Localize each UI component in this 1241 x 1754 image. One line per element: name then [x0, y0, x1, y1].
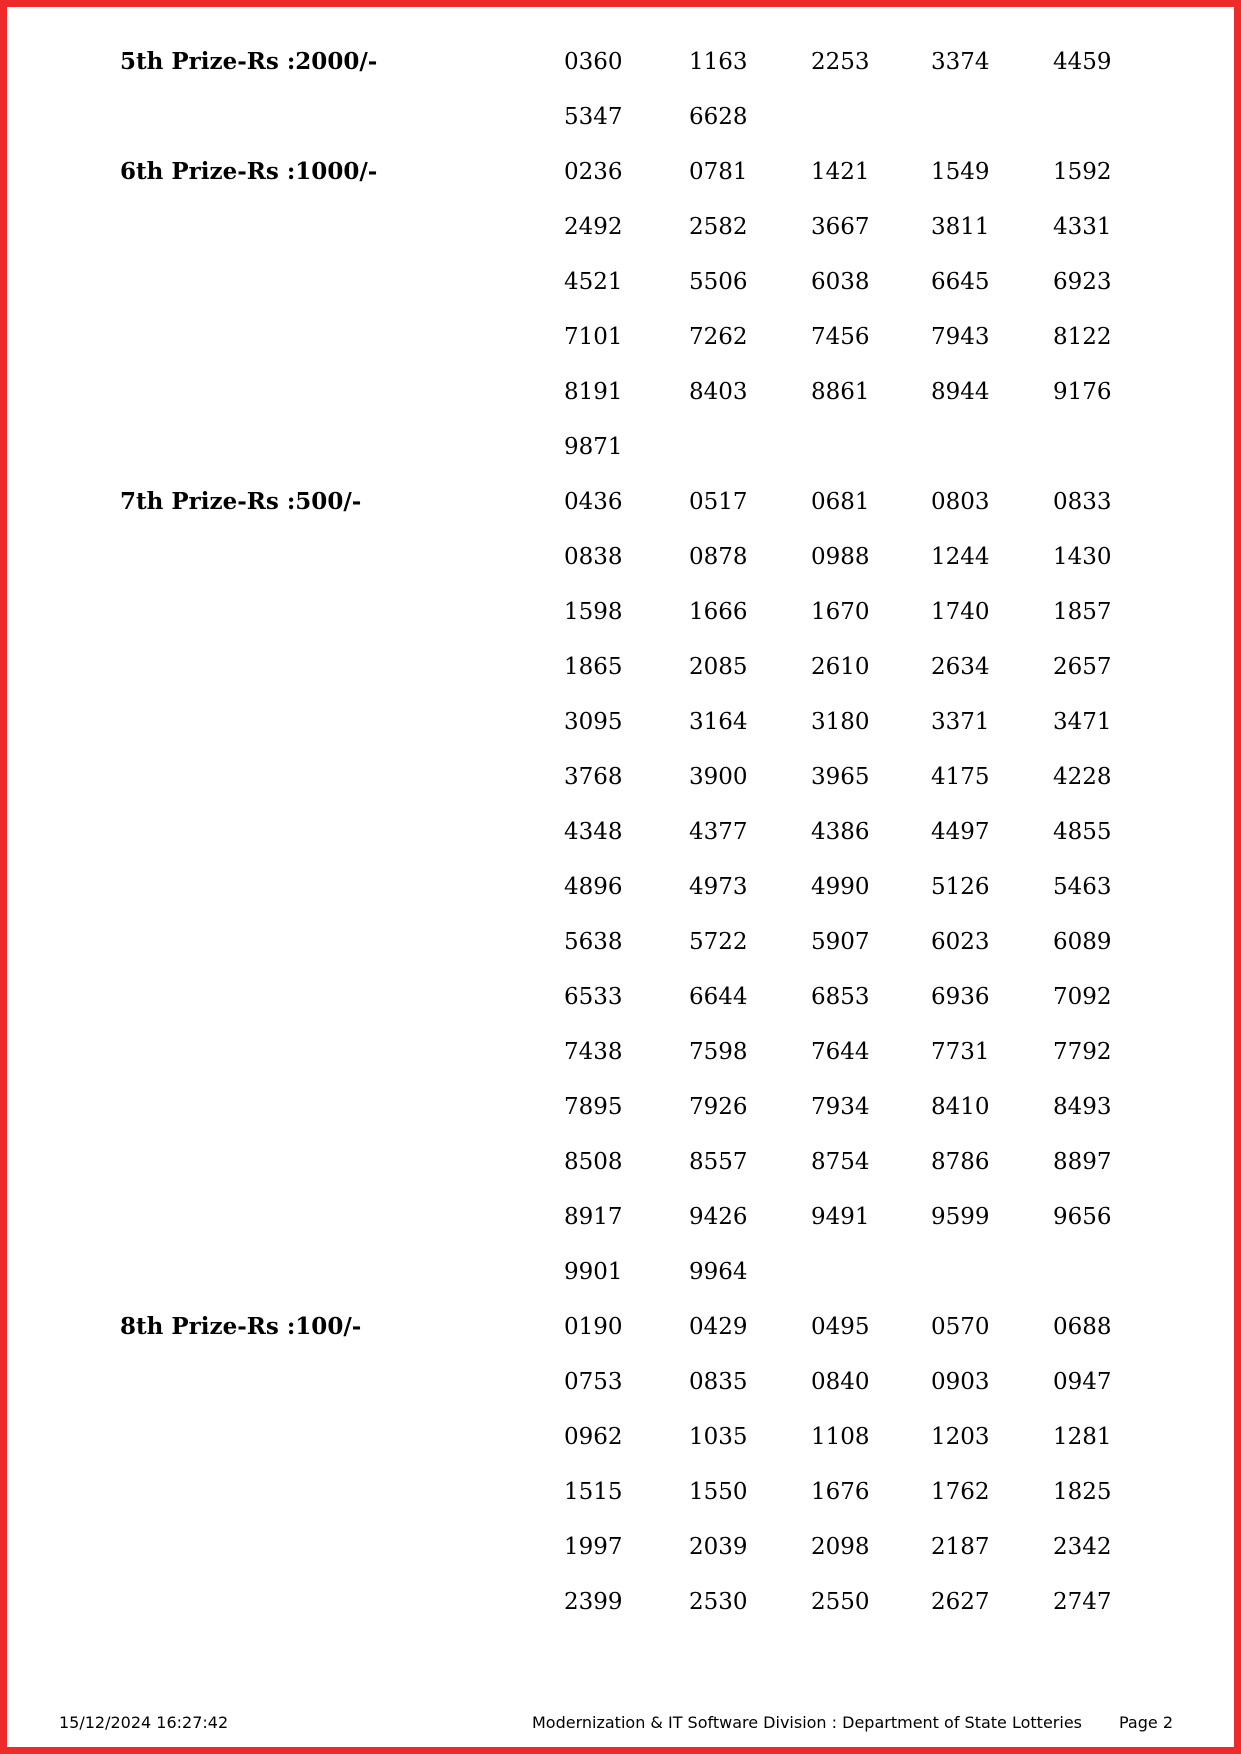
ticket-number: 2187 [931, 1534, 990, 1560]
ticket-number: 5907 [811, 929, 870, 955]
ticket-number: 0236 [564, 159, 623, 185]
ticket-number: 1598 [564, 599, 623, 625]
ticket-number: 9599 [931, 1204, 990, 1230]
ticket-number: 8493 [1053, 1094, 1112, 1120]
ticket-number: 0190 [564, 1314, 623, 1340]
prize-label: 6th Prize-Rs :1000/- [120, 158, 378, 185]
ticket-number: 2098 [811, 1534, 870, 1560]
ticket-number: 1281 [1053, 1424, 1112, 1450]
ticket-number: 3965 [811, 764, 870, 790]
ticket-number: 2342 [1053, 1534, 1112, 1560]
ticket-number: 0947 [1053, 1369, 1112, 1395]
ticket-number: 0681 [811, 489, 870, 515]
ticket-number: 1430 [1053, 544, 1112, 570]
ticket-number: 3374 [931, 49, 990, 75]
ticket-number: 2582 [689, 214, 748, 240]
ticket-number: 6645 [931, 269, 990, 295]
ticket-number: 8191 [564, 379, 623, 405]
ticket-number: 4459 [1053, 49, 1112, 75]
ticket-number: 1666 [689, 599, 748, 625]
footer-division: Modernization & IT Software Division : Department of State Lotteries [532, 1713, 1082, 1732]
ticket-number: 1515 [564, 1479, 623, 1505]
ticket-number: 0840 [811, 1369, 870, 1395]
ticket-number: 8122 [1053, 324, 1112, 350]
ticket-number: 1740 [931, 599, 990, 625]
ticket-number: 2747 [1053, 1589, 1112, 1615]
ticket-number: 4990 [811, 874, 870, 900]
ticket-number: 0429 [689, 1314, 748, 1340]
ticket-number: 3164 [689, 709, 748, 735]
ticket-number: 7598 [689, 1039, 748, 1065]
ticket-number: 8917 [564, 1204, 623, 1230]
ticket-number: 2039 [689, 1534, 748, 1560]
ticket-number: 2253 [811, 49, 870, 75]
ticket-number: 7792 [1053, 1039, 1112, 1065]
ticket-number: 4228 [1053, 764, 1112, 790]
ticket-number: 4973 [689, 874, 748, 900]
ticket-number: 0835 [689, 1369, 748, 1395]
ticket-number: 0962 [564, 1424, 623, 1450]
ticket-number: 6038 [811, 269, 870, 295]
prize-label: 7th Prize-Rs :500/- [120, 488, 362, 515]
ticket-number: 1857 [1053, 599, 1112, 625]
ticket-number: 7926 [689, 1094, 748, 1120]
footer-page-number: Page 2 [1119, 1713, 1173, 1732]
ticket-number: 9426 [689, 1204, 748, 1230]
prize-label: 8th Prize-Rs :100/- [120, 1313, 362, 1340]
ticket-number: 7438 [564, 1039, 623, 1065]
ticket-number: 0988 [811, 544, 870, 570]
ticket-number: 4348 [564, 819, 623, 845]
prize-label: 5th Prize-Rs :2000/- [120, 48, 378, 75]
ticket-number: 8410 [931, 1094, 990, 1120]
ticket-number: 0838 [564, 544, 623, 570]
ticket-number: 7943 [931, 324, 990, 350]
ticket-number: 0781 [689, 159, 748, 185]
ticket-number: 5347 [564, 104, 623, 130]
ticket-number: 7262 [689, 324, 748, 350]
ticket-number: 0436 [564, 489, 623, 515]
ticket-number: 7644 [811, 1039, 870, 1065]
ticket-number: 6644 [689, 984, 748, 1010]
ticket-number: 4896 [564, 874, 623, 900]
ticket-number: 1592 [1053, 159, 1112, 185]
ticket-number: 4386 [811, 819, 870, 845]
ticket-number: 0903 [931, 1369, 990, 1395]
ticket-number: 7456 [811, 324, 870, 350]
ticket-number: 5463 [1053, 874, 1112, 900]
ticket-number: 2657 [1053, 654, 1112, 680]
ticket-number: 8861 [811, 379, 870, 405]
ticket-number: 7731 [931, 1039, 990, 1065]
ticket-number: 7895 [564, 1094, 623, 1120]
ticket-number: 1421 [811, 159, 870, 185]
ticket-number: 7934 [811, 1094, 870, 1120]
ticket-number: 1550 [689, 1479, 748, 1505]
ticket-number: 5126 [931, 874, 990, 900]
ticket-number: 4521 [564, 269, 623, 295]
ticket-number: 1997 [564, 1534, 623, 1560]
ticket-number: 6023 [931, 929, 990, 955]
ticket-number: 9871 [564, 434, 623, 460]
ticket-number: 5506 [689, 269, 748, 295]
ticket-number: 6853 [811, 984, 870, 1010]
ticket-number: 3811 [931, 214, 990, 240]
ticket-number: 0360 [564, 49, 623, 75]
ticket-number: 9656 [1053, 1204, 1112, 1230]
ticket-number: 3471 [1053, 709, 1112, 735]
ticket-number: 0688 [1053, 1314, 1112, 1340]
ticket-number: 1035 [689, 1424, 748, 1450]
ticket-number: 6923 [1053, 269, 1112, 295]
ticket-number: 8786 [931, 1149, 990, 1175]
ticket-number: 3900 [689, 764, 748, 790]
ticket-number: 9964 [689, 1259, 748, 1285]
ticket-number: 1670 [811, 599, 870, 625]
ticket-number: 0803 [931, 489, 990, 515]
ticket-number: 6533 [564, 984, 623, 1010]
ticket-number: 3667 [811, 214, 870, 240]
ticket-number: 5722 [689, 929, 748, 955]
ticket-number: 2634 [931, 654, 990, 680]
ticket-number: 3180 [811, 709, 870, 735]
ticket-number: 1549 [931, 159, 990, 185]
ticket-number: 0833 [1053, 489, 1112, 515]
ticket-number: 7101 [564, 324, 623, 350]
ticket-number: 8944 [931, 379, 990, 405]
ticket-number: 2550 [811, 1589, 870, 1615]
ticket-number: 2492 [564, 214, 623, 240]
ticket-number: 9491 [811, 1204, 870, 1230]
ticket-number: 0517 [689, 489, 748, 515]
ticket-number: 0570 [931, 1314, 990, 1340]
ticket-number: 1163 [689, 49, 748, 75]
ticket-number: 4331 [1053, 214, 1112, 240]
ticket-number: 2610 [811, 654, 870, 680]
ticket-number: 1825 [1053, 1479, 1112, 1505]
ticket-number: 1203 [931, 1424, 990, 1450]
ticket-number: 6936 [931, 984, 990, 1010]
ticket-number: 6628 [689, 104, 748, 130]
ticket-number: 3371 [931, 709, 990, 735]
ticket-number: 3768 [564, 764, 623, 790]
ticket-number: 2627 [931, 1589, 990, 1615]
ticket-number: 0878 [689, 544, 748, 570]
ticket-number: 0753 [564, 1369, 623, 1395]
ticket-number: 9901 [564, 1259, 623, 1285]
ticket-number: 2399 [564, 1589, 623, 1615]
ticket-number: 8403 [689, 379, 748, 405]
ticket-number: 1865 [564, 654, 623, 680]
ticket-number: 8754 [811, 1149, 870, 1175]
ticket-number: 1244 [931, 544, 990, 570]
ticket-number: 7092 [1053, 984, 1112, 1010]
ticket-number: 4175 [931, 764, 990, 790]
ticket-number: 0495 [811, 1314, 870, 1340]
ticket-number: 3095 [564, 709, 623, 735]
ticket-number: 1108 [811, 1424, 870, 1450]
ticket-number: 1676 [811, 1479, 870, 1505]
ticket-number: 8508 [564, 1149, 623, 1175]
ticket-number: 2085 [689, 654, 748, 680]
ticket-number: 8557 [689, 1149, 748, 1175]
ticket-number: 4855 [1053, 819, 1112, 845]
ticket-number: 8897 [1053, 1149, 1112, 1175]
footer-timestamp: 15/12/2024 16:27:42 [59, 1713, 229, 1732]
ticket-number: 5638 [564, 929, 623, 955]
ticket-number: 1762 [931, 1479, 990, 1505]
ticket-number: 4377 [689, 819, 748, 845]
ticket-number: 6089 [1053, 929, 1112, 955]
ticket-number: 9176 [1053, 379, 1112, 405]
ticket-number: 4497 [931, 819, 990, 845]
ticket-number: 2530 [689, 1589, 748, 1615]
